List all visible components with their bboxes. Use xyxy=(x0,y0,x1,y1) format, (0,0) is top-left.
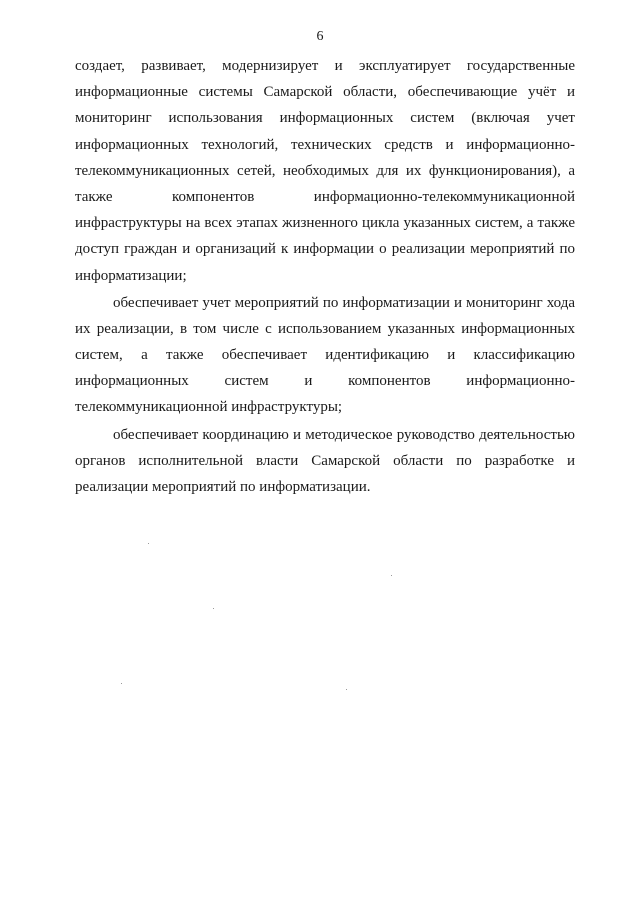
text-line: их реализации, в том числе с использованием указанных информационных xyxy=(75,320,575,337)
document-body xyxy=(75,53,575,500)
text-line: реализации мероприятий по информатизации. xyxy=(75,479,371,495)
text-line: также компонентов информационно-телекоммуникационной xyxy=(75,188,575,205)
text-line: телекоммуникационной инфраструктуры; xyxy=(75,399,343,416)
text-line: обеспечивает координацию и методическое руководство деятельностью xyxy=(113,426,575,443)
paragraph-1 xyxy=(75,53,575,289)
text-line: доступ граждан и организаций к информации о реализации мероприятий по xyxy=(75,241,575,258)
text-line: систем, а также обеспечивает идентификацию и классификацию xyxy=(75,347,575,364)
text-line: телекоммуникационных сетей, необходимых для их функционирования), а xyxy=(75,162,575,179)
text-line: обеспечивает учет мероприятий по информатизации и мониторинг хода xyxy=(113,294,575,311)
scan-speck xyxy=(391,575,392,576)
scan-speck xyxy=(121,683,122,684)
paragraph-2 xyxy=(75,290,575,421)
page-number: 6 xyxy=(316,29,324,44)
scan-speck xyxy=(346,689,347,690)
scan-speck xyxy=(213,608,214,609)
paragraph-3 xyxy=(75,422,575,501)
text-line: информационных систем и компонентов информационно- xyxy=(75,373,575,390)
text-line: мониторинг использования информационных систем (включая учет xyxy=(75,110,575,127)
text-line: информатизации; xyxy=(75,267,187,284)
text-line: информационных технологий, технических средств и информационно- xyxy=(75,136,575,153)
text-line: информационные системы Самарской области, обеспечивающие учёт и xyxy=(75,84,575,101)
text-line: органов исполнительной власти Самарской области по разработке и xyxy=(75,452,575,469)
scan-speck xyxy=(148,543,149,544)
text-line: создает, развивает, модернизирует и эксплуатирует государственные xyxy=(75,58,575,74)
text-line: инфраструктуры на всех этапах жизненного цикла указанных систем, а также xyxy=(75,215,575,232)
